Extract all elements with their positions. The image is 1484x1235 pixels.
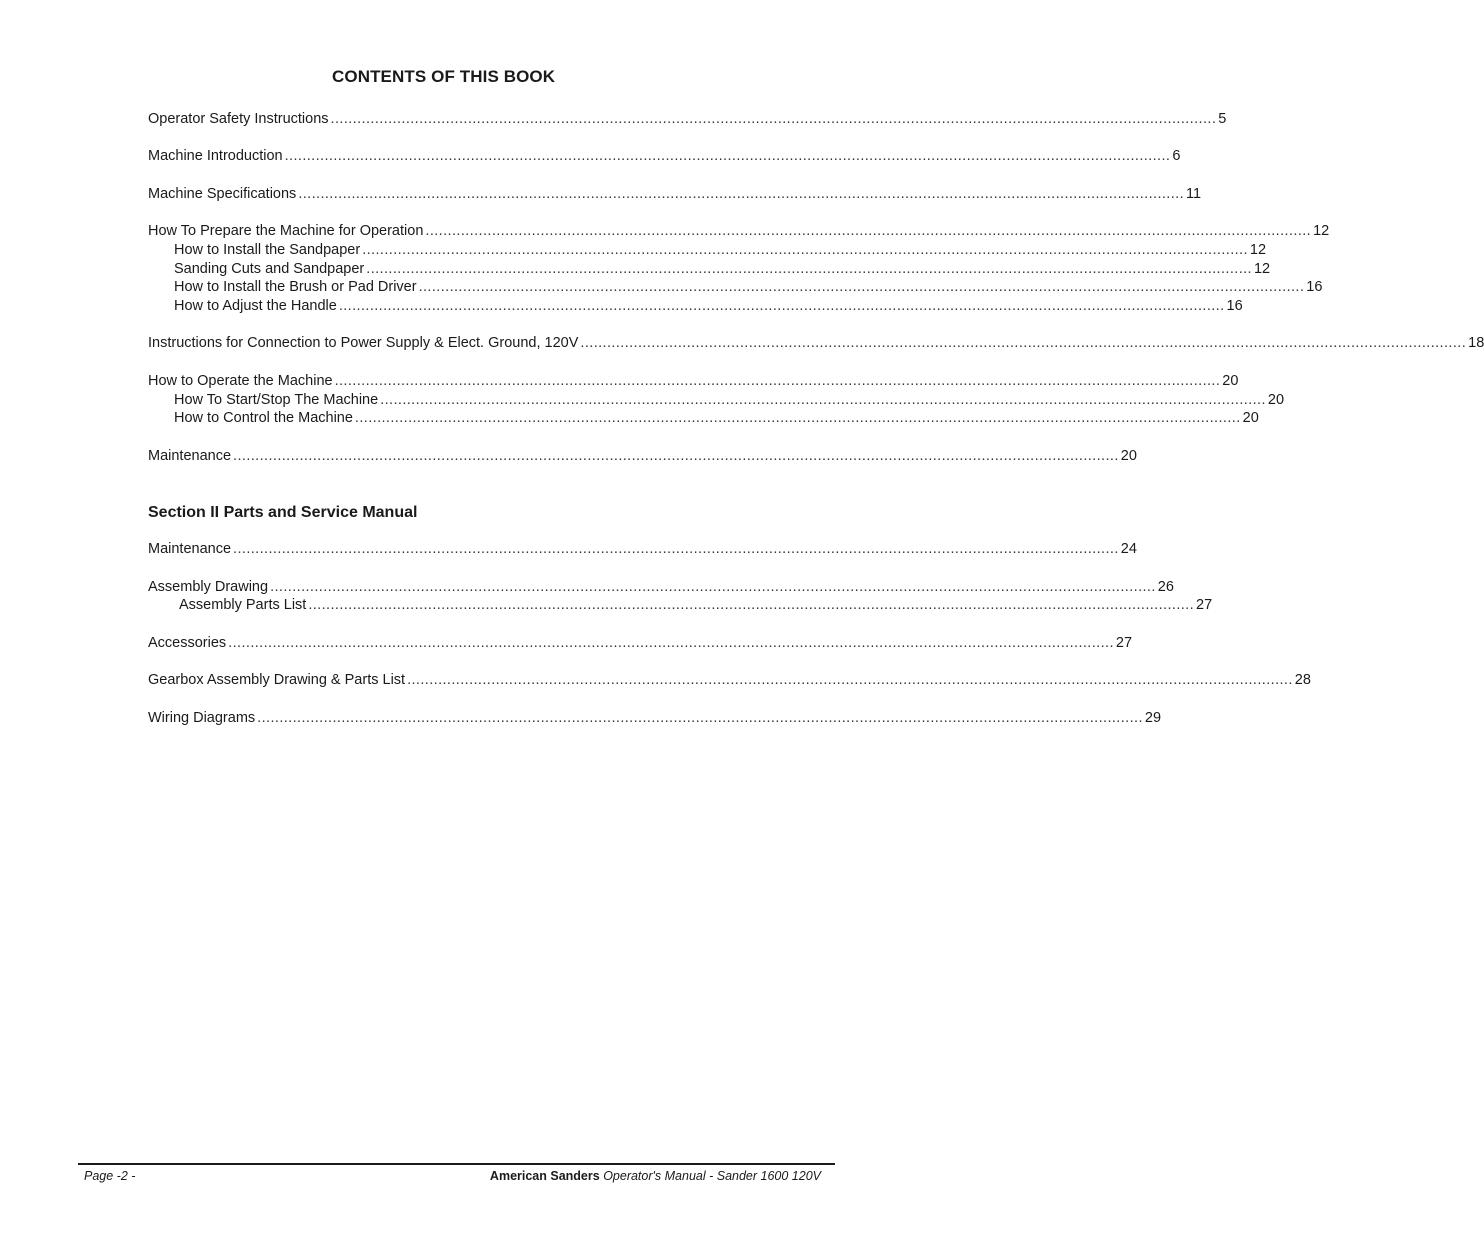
toc-leader-dots: ........................................................................................................................................................................................................: [366, 261, 1252, 277]
toc-leader-dots: ........................................................................................................................................................................................................: [284, 148, 1171, 164]
toc-leader-dots: ........................................................................................................................................................................................................: [362, 242, 1248, 258]
section-heading: Section II Parts and Service Manual: [148, 504, 418, 521]
toc-entry-label: Sanding Cuts and Sandpaper: [174, 261, 365, 277]
toc-leader-dots: ........................................................................................................................................................................................................: [308, 597, 1195, 613]
toc-entry-label: How to Adjust the Handle: [174, 298, 337, 314]
toc-leader-dots: ........................................................................................................................................................................................................: [233, 448, 1119, 464]
toc-entry-label: How to Control the Machine: [174, 410, 353, 426]
toc-entry-page: 27: [1115, 635, 1133, 651]
toc-entry-label: How To Start/Stop The Machine: [174, 392, 379, 408]
footer-document-title: [490, 1169, 821, 1183]
toc-entry-page: 27: [1196, 597, 1213, 613]
toc-entry-label: Maintenance: [148, 541, 232, 557]
toc-entry: [148, 335, 1484, 354]
toc-leader-dots: ........................................................................................................................................................................................................: [380, 392, 1266, 408]
toc-entry-page: 16: [1306, 279, 1323, 295]
toc-subentry: [179, 597, 1213, 616]
toc-entry: [148, 710, 1162, 729]
toc-leader-dots: ........................................................................................................................................................................................................: [298, 186, 1185, 202]
page-title: CONTENTS OF THIS BOOK: [332, 67, 556, 86]
toc-entry-page: 20: [1222, 373, 1239, 389]
toc-entry-label: How to Operate the Machine: [148, 373, 333, 389]
toc-entry-label: Operator Safety Instructions: [148, 111, 329, 127]
toc-entry: [148, 579, 1174, 598]
toc-entry-label: Instructions for Connection to Power Supply & Elect. Ground, 120V: [148, 335, 579, 351]
toc-entry: [148, 111, 1227, 130]
toc-entry-page: 6: [1172, 148, 1181, 164]
toc-entry-label: How to Install the Brush or Pad Driver: [174, 279, 417, 295]
footer-manual-title: Operator's Manual - Sander 1600 120V: [603, 1169, 821, 1183]
toc-entry-label: Assembly Parts List: [179, 597, 307, 613]
footer-page-number: Page -2 -: [84, 1169, 136, 1183]
toc-leader-dots: ........................................................................................................................................................................................................: [228, 635, 1114, 651]
toc-entry-page: 20: [1120, 448, 1137, 464]
toc-entry-label: Machine Specifications: [148, 186, 297, 202]
toc-entry: [148, 635, 1133, 654]
footer-brand: American Sanders: [489, 1169, 600, 1183]
toc-leader-dots: ........................................................................................................................................................................................................: [330, 111, 1217, 127]
toc-entry-label: Wiring Diagrams: [148, 710, 256, 726]
toc-entry-label: Gearbox Assembly Drawing & Parts List: [148, 672, 406, 688]
toc-entry-label: Assembly Drawing: [148, 579, 269, 595]
toc-subentry: [174, 242, 1267, 261]
toc-subentry: [174, 392, 1285, 411]
toc-entry-label: How to Install the Sandpaper: [174, 242, 361, 258]
toc-entry-page: 16: [1226, 298, 1243, 314]
toc-entry-page: 12: [1249, 242, 1267, 258]
toc-leader-dots: ........................................................................................................................................................................................................: [418, 279, 1305, 295]
toc-entry-label: Accessories: [148, 635, 227, 651]
toc-entry-label: Machine Introduction: [148, 148, 283, 164]
toc-entry-page: 24: [1120, 541, 1137, 557]
footer-rule: [78, 1163, 835, 1165]
toc-leader-dots: ........................................................................................................................................................................................................: [580, 335, 1467, 351]
toc-entry-page: 26: [1157, 579, 1174, 595]
toc-entry-page: 12: [1253, 261, 1271, 277]
toc-leader-dots: ........................................................................................................................................................................................................: [270, 579, 1156, 595]
toc-leader-dots: ........................................................................................................................................................................................................: [338, 298, 1225, 314]
toc-leader-dots: ........................................................................................................................................................................................................: [407, 672, 1293, 688]
toc-entry-page: 29: [1144, 710, 1162, 726]
toc-entry-page: 18: [1468, 335, 1484, 351]
toc-leader-dots: ........................................................................................................................................................................................................: [233, 541, 1119, 557]
toc-subentry: [174, 261, 1271, 280]
toc-entry-page: 20: [1267, 392, 1285, 408]
toc-entry: [148, 186, 1202, 205]
toc-subentry: [174, 298, 1243, 317]
toc-entry-label: How To Prepare the Machine for Operation: [148, 223, 424, 239]
toc-entry: [148, 223, 1330, 242]
toc-entry-label: Maintenance: [148, 448, 232, 464]
toc-entry: [148, 541, 1137, 560]
toc-entry: [148, 448, 1137, 467]
toc-entry-page: 20: [1242, 410, 1259, 426]
toc-entry: [148, 148, 1181, 167]
toc-entry-page: 12: [1313, 223, 1330, 239]
toc-leader-dots: ........................................................................................................................................................................................................: [334, 373, 1221, 389]
toc-entry-page: 11: [1186, 186, 1202, 202]
toc-entry: [148, 672, 1311, 691]
toc-leader-dots: ........................................................................................................................................................................................................: [257, 710, 1143, 726]
toc-subentry: [174, 410, 1259, 429]
toc-entry-page: 28: [1294, 672, 1311, 688]
toc-entry: [148, 373, 1239, 392]
toc-entry-page: 5: [1218, 111, 1227, 127]
toc-leader-dots: ........................................................................................................................................................................................................: [354, 410, 1241, 426]
toc-leader-dots: ........................................................................................................................................................................................................: [425, 223, 1312, 239]
toc-subentry: [174, 279, 1323, 298]
